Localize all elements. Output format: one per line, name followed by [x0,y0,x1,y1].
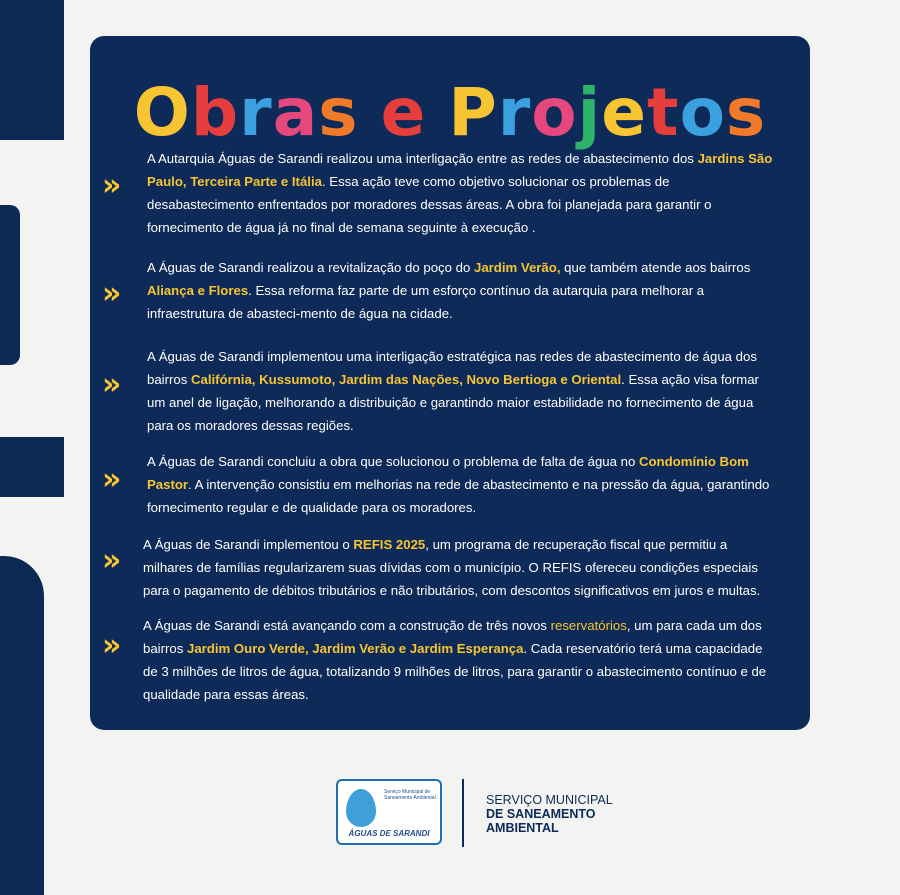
body-text: , um programa de recuperação fiscal que permitiu a milhares de famílias regularizarem suas dívidas com o município. O REFIS ofereceu condições especiais para o pagamento de débitos tributários e não tributários, com descontos significativos em juros e multas. [143,537,761,598]
body-text: A Águas de Sarandi implementou uma interligação estratégica nas redes de abastecimento de água dos bairros [147,349,757,387]
highlight-text: Jardim Verão, [473,260,561,275]
footer-line-3: AMBIENTAL [486,821,559,835]
body-text: . A intervenção consistiu em melhorias na rede de abastecimento e na pressão da água, garantindo fornecimento regular e de qualidade para os moradores. [147,477,770,515]
highlight-text: reservatórios [550,618,627,633]
projects-panel [90,36,810,730]
aguas-de-sarandi-logo [336,779,442,845]
title-letter: j [577,74,602,151]
body-text: . Essa reforma faz parte de um esforço contínuo da autarquia para melhorar a infraestrutura de abasteci-mento de água na cidade. [147,283,705,321]
decor-bar-top [0,0,64,140]
highlight-text: Califórnia, Kussumoto, Jardim das Nações, Novo Bertioga e Oriental [190,372,622,387]
title-letter: r [239,74,273,151]
title-letter: e [601,74,647,151]
title-letter: b [190,74,240,151]
title-letter: e [380,74,427,151]
body-text: . Essa ação visa formar um anel de ligação, melhorando a distribuição e garantindo maior estabilidade no fornecimento de água para os moradores dessas regiões. [147,372,759,433]
title-letter: t [647,74,680,151]
body-text: que também atende aos bairros [560,260,751,275]
water-drop-icon [346,789,376,827]
highlight-text: Condomínio Bom Pastor [147,454,749,492]
chevron-icon: » [102,628,118,663]
body-text: A Águas de Sarandi concluiu a obra que solucionou o problema de falta de água no [147,454,639,469]
item-text [147,256,777,325]
footer-org-name [486,793,613,835]
logo-subtitle: Serviço Municipal de Saneamento Ambiental [384,789,436,801]
decor-bar-lower [0,437,64,497]
highlight-text: Jardins São Paulo, Terceira Parte e Itália [147,151,773,189]
title-letter: s [318,74,359,151]
highlight-text: REFIS 2025 [353,537,426,552]
item-text [143,533,777,602]
body-text: A Águas de Sarandi está avançando com a construção de três novos [143,618,551,633]
chevron-icon: » [102,367,118,402]
title-letter: P [448,74,498,151]
title-letter: s [725,74,767,151]
item-text [147,345,777,437]
body-text: . Cada reservatório terá uma capacidade de 3 milhões de litros de água, totalizando 9 milhões de litros, para garantir o abastecimento contínuo e de qualidade para essas áreas. [143,641,767,702]
title-letter: O [133,74,191,151]
body-text: A Águas de Sarandi realizou a revitalização do poço do [147,260,474,275]
logo-name: ÁGUAS DE SARANDI [348,829,430,838]
highlight-text: Jardim Ouro Verde, Jardim Verão e Jardim Esperança [186,641,524,656]
title-letter [426,80,448,146]
chevron-icon: » [102,462,118,497]
item-text [143,614,777,706]
footer-line-2: DE SANEAMENTO [486,807,596,821]
highlight-text: Aliança e Flores [147,283,249,298]
decor-bar-bottom [0,556,44,895]
footer-line-1: SERVIÇO MUNICIPAL [486,793,613,807]
body-text: . Essa ação teve como objetivo solucionar os problemas de desabastecimento enfrentados por moradores dessas áreas. A obra foi planejada para garantir o fornecimento de água já no final de semana seguinte à execução . [147,174,712,235]
chevron-icon: » [102,276,118,311]
chevron-icon: » [102,543,118,578]
item-text [147,147,777,239]
title-letter: o [531,74,578,151]
item-text [147,450,777,519]
body-text: , um para cada um dos bairros [143,618,762,656]
chevron-icon: » [102,168,118,203]
title-letter: r [497,74,532,151]
title-letter: a [272,74,319,151]
panel-title [90,74,810,151]
title-letter [359,80,381,146]
body-text: A Águas de Sarandi implementou o [143,537,354,552]
footer-divider [462,779,464,847]
body-text: A Autarquia Águas de Sarandi realizou uma interligação entre as redes de abastecimento dos [147,151,698,166]
title-letter: o [679,74,726,151]
decor-bar-middle [0,205,20,365]
